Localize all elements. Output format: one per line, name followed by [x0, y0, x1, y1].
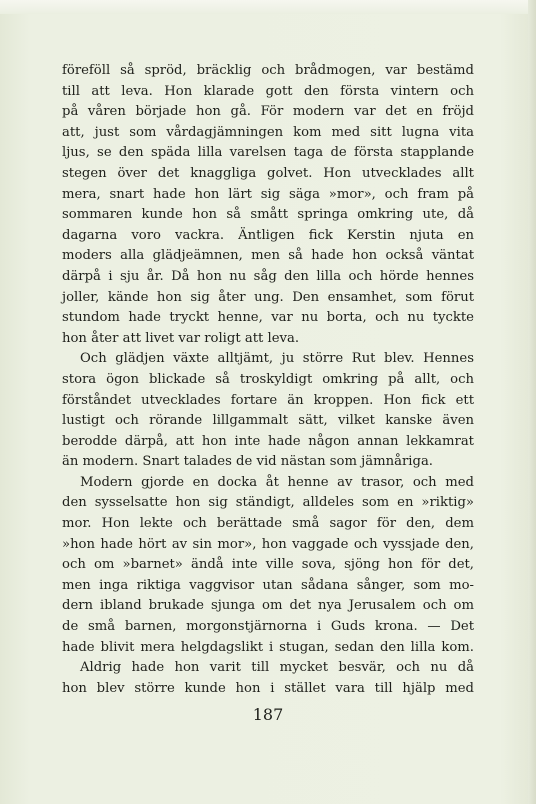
- text-line: och om »barnet» ändå inte ville sova, sjöng hon för det,: [62, 557, 474, 573]
- text-line: mera, snart hade hon lärt sig säga »mor», och fram på: [62, 186, 474, 202]
- text-line: berodde därpå, att hon inte hade någon annan lekkamrat: [62, 433, 474, 449]
- page-top-edge: [0, 0, 536, 14]
- text-line: joller, kände hon sig åter ung. Den ensamhet, som förut: [62, 289, 474, 305]
- text-line: moders alla glädjeämnen, men så hade hon också väntat: [62, 248, 474, 264]
- text-line: än modern. Snart talades de vid nästan som jämnåriga.: [62, 454, 433, 470]
- text-line: de små barnen, morgonstjärnorna i Guds krona. — Det: [62, 619, 474, 635]
- text-line: hon blev större kunde hon i stället vara till hjälp med: [62, 680, 474, 696]
- text-line: på våren började hon gå. För modern var det en fröjd: [62, 104, 474, 120]
- text-line: sommaren kunde hon så smått springa omkring ute, då: [62, 207, 474, 223]
- page-number: 187: [252, 705, 284, 724]
- text-line: ljus, se den späda lilla varelsen taga de första stapplande: [62, 145, 474, 161]
- text-line: därpå i sju år. Då hon nu såg den lilla och hörde hennes: [62, 268, 474, 284]
- page-right-edge: [528, 0, 536, 804]
- text-line: mor. Hon lekte och berättade små sagor för den, dem: [62, 516, 474, 532]
- text-line: förståndet utvecklades fortare än kroppen. Hon fick ett: [62, 392, 474, 408]
- text-line: dagarna voro vackra. Äntligen fick Kerstin njuta en: [62, 227, 474, 243]
- text-line: den sysselsatte hon sig ständigt, alldeles som en »riktig»: [62, 495, 474, 511]
- paragraph-start-line: Och glädjen växte alltjämt, ju större Rut blev. Hennes: [80, 351, 474, 367]
- text-line: föreföll så spröd, bräcklig och brådmogen, var bestämd: [62, 63, 474, 78]
- text-line: till att leva. Hon klarade gott den första vintern och: [62, 83, 474, 99]
- text-line: hade blivit mera helgdagslikt i stugan, sedan den lilla kom.: [62, 639, 474, 655]
- text-line: att, just som vårdagjämningen kom med sitt lugna vita: [62, 124, 474, 140]
- text-line: stora ögon blickade så troskyldigt omkring på allt, och: [62, 371, 474, 387]
- text-line: stundom hade tryckt henne, var nu borta, och nu tyckte: [62, 310, 474, 326]
- text-line: »hon hade hört av sin mor», hon vaggade och vyssjade den,: [62, 536, 474, 552]
- text-line: men inga riktiga vaggvisor utan sådana sånger, som mo-: [62, 577, 474, 593]
- text-line: dern ibland brukade sjunga om det nya Jerusalem och om: [62, 598, 474, 614]
- paragraph-start-line: Aldrig hade hon varit till mycket besvär, och nu då: [80, 660, 474, 676]
- text-line: stegen över det knaggliga golvet. Hon utvecklades allt: [62, 165, 474, 181]
- text-line: hon åter att livet var roligt att leva.: [62, 330, 300, 346]
- text-line: lustigt och rörande lillgammalt sätt, vilket kanske även: [62, 413, 474, 429]
- paragraph-start-line: Modern gjorde en docka åt henne av trasor, och med: [80, 474, 474, 490]
- body-text: [62, 61, 474, 699]
